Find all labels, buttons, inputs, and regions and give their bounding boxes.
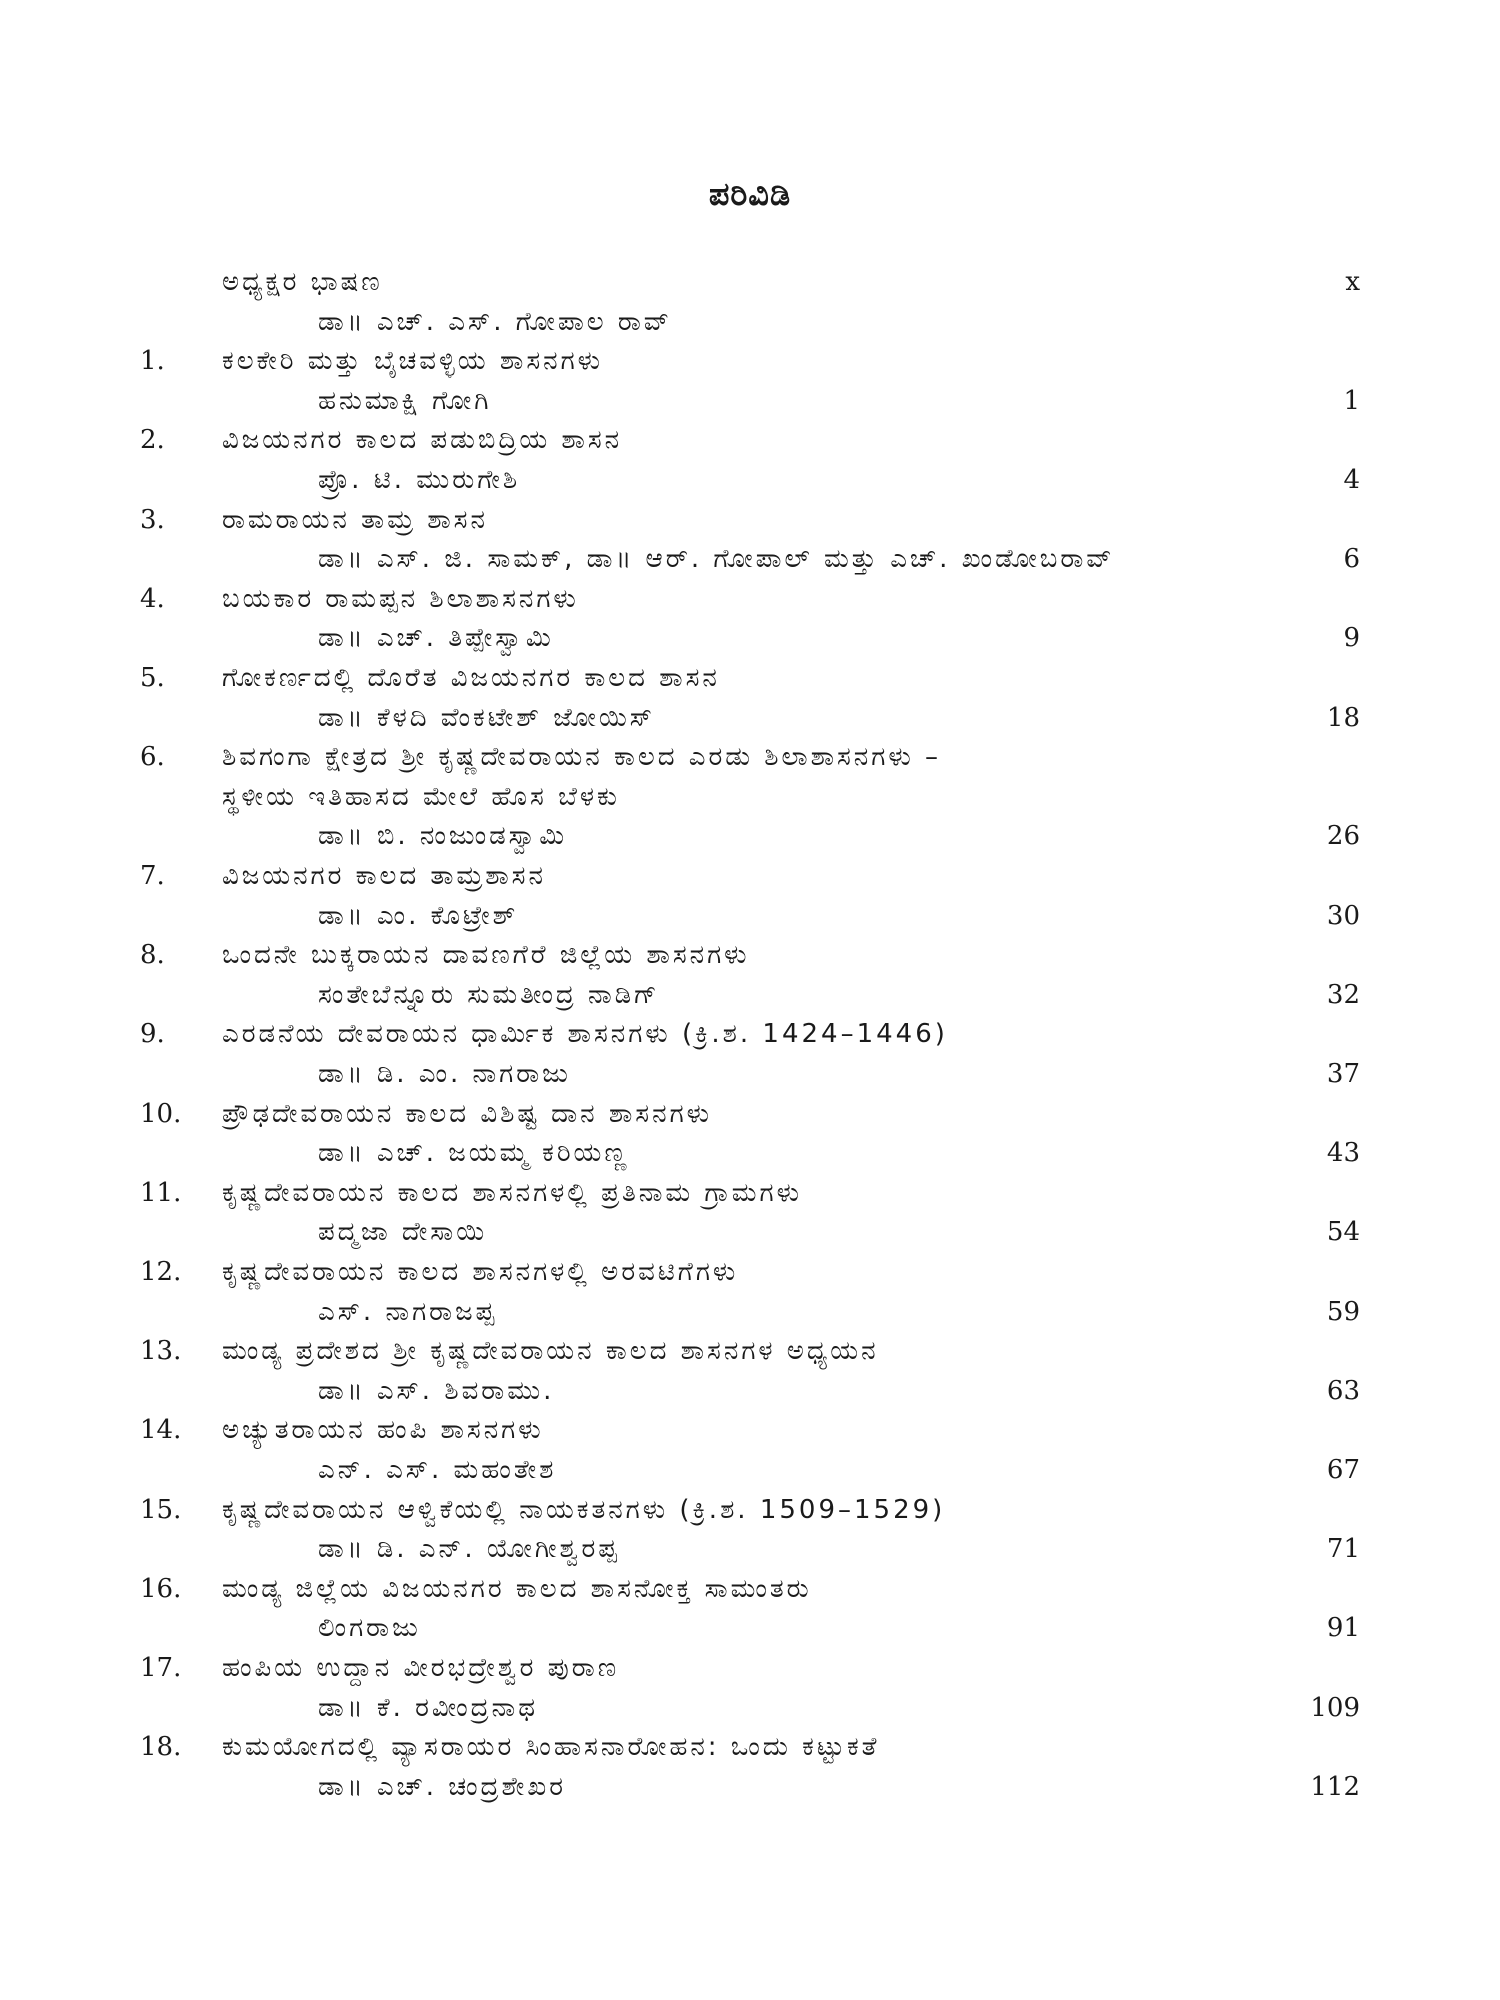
entry-number: 9. — [140, 1019, 165, 1050]
toc-author-line — [0, 1608, 1500, 1648]
toc-title-line — [0, 1173, 1500, 1213]
entry-page-number: 109 — [1310, 1692, 1360, 1723]
toc-title-line — [0, 1410, 1500, 1450]
entry-title: ವಿಜಯನಗರ ಕಾಲದ ತಾಮ್ರಶಾಸನ — [222, 861, 546, 891]
toc-title-line — [0, 420, 1500, 460]
entry-title: ಮಂಡ್ಯ ಜಿಲ್ಲೆಯ ವಿಜಯನಗರ ಕಾಲದ ಶಾಸನೋಕ್ತ ಸಾಮಂತರು — [222, 1573, 812, 1604]
entry-author: ಎನ್. ಎಸ್. ಮಹಂತೇಶ — [318, 1455, 557, 1485]
entry-number: 17. — [140, 1653, 182, 1683]
entry-number: 5. — [140, 663, 165, 693]
toc-title-line — [0, 856, 1500, 896]
entry-page-number: 1 — [1343, 385, 1360, 416]
entry-page-number: 54 — [1326, 1217, 1360, 1248]
entry-page-number: 59 — [1326, 1296, 1360, 1327]
entry-title: ಕೃಷ್ಣದೇವರಾಯನ ಆಳ್ವಿಕೆಯಲ್ಲಿ ನಾಯಕತನಗಳು (ಕ್ರಿ.ಶ. 1509–1529) — [222, 1494, 946, 1525]
toc-author-line — [0, 618, 1500, 658]
toc-title-line — [0, 935, 1500, 975]
entry-title: ಸ್ಥಳೀಯ ಇತಿಹಾಸದ ಮೇಲೆ ಹೊಸ ಬೆಳಕು — [222, 781, 620, 812]
entry-author: ಸಂತೇಬೆನ್ನೂರು ಸುಮತೀಂದ್ರ ನಾಡಿಗ್ — [318, 979, 660, 1010]
toc-title-line — [0, 737, 1500, 777]
entry-author: ಹನುಮಾಕ್ಷಿ ಗೋಗಿ — [318, 385, 492, 416]
entry-page-number: 26 — [1326, 821, 1360, 852]
toc-title-line — [0, 579, 1500, 619]
entry-page-number: 63 — [1326, 1375, 1360, 1406]
toc-title-line — [0, 341, 1500, 381]
entry-number: 10. — [140, 1098, 182, 1129]
entry-title: ಒಂದನೇ ಬುಕ್ಕರಾಯನ ದಾವಣಗೆರೆ ಜಿಲ್ಲೆಯ ಶಾಸನಗಳು — [222, 940, 750, 971]
entry-author: ಡಾ॥ ಬಿ. ನಂಜುಂಡಸ್ವಾಮಿ — [318, 821, 568, 852]
entry-number: 2. — [140, 425, 165, 456]
toc-title-line — [0, 1648, 1500, 1688]
entry-author: ಡಾ॥ ಎಸ್. ಜಿ. ಸಾಮಕ್, ಡಾ॥ ಆರ್. ಗೋಪಾಲ್ ಮತ್ತು ಎಚ್. ಖಂಡೋಬರಾವ್ — [318, 544, 1115, 575]
entry-author: ಡಾ॥ ಎಚ್. ಜಯಮ್ಮ ಕರಿಯಣ್ಣ — [318, 1138, 630, 1169]
entry-number: 11. — [140, 1177, 182, 1208]
entry-number: 3. — [140, 504, 165, 535]
entry-page-number: 37 — [1326, 1059, 1360, 1089]
toc-title-line — [0, 777, 1500, 817]
entry-title: ಬಯಕಾರ ರಾಮಪ್ಪನ ಶಿಲಾಶಾಸನಗಳು — [222, 583, 579, 614]
entry-title: ರಾಮರಾಯನ ತಾಮ್ರ ಶಾಸನ — [222, 504, 488, 535]
entry-author: ಡಾ॥ ಡಿ. ಎನ್. ಯೋಗೀಶ್ವರಪ್ಪ — [318, 1534, 620, 1565]
entry-number: 1. — [140, 346, 165, 377]
toc-author-line — [0, 381, 1500, 421]
toc-author-line — [0, 698, 1500, 738]
entry-title: ಪ್ರೌಢದೇವರಾಯನ ಕಾಲದ ವಿಶಿಷ್ಟ ದಾನ ಶಾಸನಗಳು — [222, 1098, 713, 1129]
toc-title-line — [0, 500, 1500, 540]
entry-title: ಅಚ್ಯುತರಾಯನ ಹಂಪಿ ಶಾಸನಗಳು — [222, 1415, 544, 1446]
entry-author: ಡಾ॥ ಎಚ್. ತಿಪ್ಪೇಸ್ವಾಮಿ — [318, 623, 554, 654]
entry-number: 7. — [140, 861, 165, 891]
entry-title: ಕೃಷ್ಣದೇವರಾಯನ ಕಾಲದ ಶಾಸನಗಳಲ್ಲಿ ಅರವಟಿಗೆಗಳು — [222, 1257, 739, 1287]
entry-author: ಎಸ್. ನಾಗರಾಜಪ್ಪ — [318, 1296, 498, 1327]
entry-page-number: 30 — [1326, 900, 1360, 931]
toc-title-line — [0, 1569, 1500, 1609]
entry-number: 13. — [140, 1336, 182, 1367]
page-title: ಪರಿವಿಡಿ — [708, 175, 792, 213]
toc-title-line — [0, 1252, 1500, 1292]
toc-author-line — [0, 460, 1500, 500]
entry-author: ಲಿಂಗರಾಜು — [318, 1613, 421, 1644]
entry-author: ಡಾ॥ ಎಚ್. ಎಸ್. ಗೋಪಾಲ ರಾವ್ — [318, 306, 672, 337]
toc-author-line — [0, 975, 1500, 1015]
toc-author-line — [0, 1529, 1500, 1569]
entry-number: 15. — [140, 1494, 182, 1525]
entry-title: ಮಂಡ್ಯ ಪ್ರದೇಶದ ಶ್ರೀ ಕೃಷ್ಣದೇವರಾಯನ ಕಾಲದ ಶಾಸನಗಳ ಅಧ್ಯಯನ — [222, 1336, 879, 1367]
entry-page-number: 6 — [1343, 544, 1360, 575]
entry-author: ಡಾ॥ ಎಸ್. ಶಿವರಾಮು. — [318, 1375, 555, 1406]
toc-title-line — [0, 262, 1500, 302]
entry-page-number: 32 — [1326, 979, 1360, 1010]
toc-author-line — [0, 1292, 1500, 1332]
entry-author: ಡಾ॥ ಎಚ್. ಚಂದ್ರಶೇಖರ — [318, 1771, 566, 1802]
toc-title-line — [0, 1490, 1500, 1530]
entry-author: ಪದ್ಮಜಾ ದೇಸಾಯಿ — [318, 1217, 488, 1248]
toc-title-line — [0, 1727, 1500, 1767]
toc-title-line — [0, 1094, 1500, 1134]
entry-number: 12. — [140, 1257, 182, 1287]
toc-title-line — [0, 1331, 1500, 1371]
toc-author-line — [0, 1054, 1500, 1094]
entry-number: 16. — [140, 1573, 182, 1604]
entry-author: ಪ್ರೊ. ಟಿ. ಮುರುಗೇಶಿ — [318, 465, 521, 495]
entry-number: 4. — [140, 583, 165, 614]
toc-author-line — [0, 1767, 1500, 1807]
entry-number: 18. — [140, 1732, 182, 1763]
entry-page-number: 71 — [1326, 1534, 1360, 1565]
entry-author: ಡಾ॥ ಡಿ. ಎಂ. ನಾಗರಾಜು — [318, 1059, 571, 1089]
entry-title: ಗೋಕರ್ಣದಲ್ಲಿ ದೊರೆತ ವಿಜಯನಗರ ಕಾಲದ ಶಾಸನ — [222, 663, 720, 693]
toc-author-line — [0, 896, 1500, 936]
toc-title-line — [0, 1014, 1500, 1054]
entry-page-number: 67 — [1326, 1455, 1360, 1485]
toc-author-line — [0, 539, 1500, 579]
entry-title: ಕೃಷ್ಣದೇವರಾಯನ ಕಾಲದ ಶಾಸನಗಳಲ್ಲಿ ಪ್ರತಿನಾಮ ಗ್ರಾಮಗಳು — [222, 1177, 802, 1208]
entry-number: 8. — [140, 940, 165, 971]
toc-author-line — [0, 302, 1500, 342]
toc-author-line — [0, 1133, 1500, 1173]
toc-title-line — [0, 658, 1500, 698]
entry-page-number: 4 — [1343, 465, 1360, 495]
entry-title: ಕಲಕೇರಿ ಮತ್ತು ಬೈಚವಳ್ಳಿಯ ಶಾಸನಗಳು — [222, 346, 604, 377]
toc-author-line — [0, 816, 1500, 856]
toc-author-line — [0, 1371, 1500, 1411]
entry-page-number: 9 — [1343, 623, 1360, 654]
entry-page-number: 112 — [1310, 1771, 1360, 1802]
entry-author: ಡಾ॥ ಕೆ. ರವೀಂದ್ರನಾಥ — [318, 1692, 539, 1723]
entry-page-number: 91 — [1326, 1613, 1360, 1644]
entry-title: ವಿಜಯನಗರ ಕಾಲದ ಪಡುಬಿದ್ರಿಯ ಶಾಸನ — [222, 425, 623, 456]
toc-author-line — [0, 1688, 1500, 1728]
entry-title: ಕುಮಯೋಗದಲ್ಲಿ ವ್ಯಾಸರಾಯರ ಸಿಂಹಾಸನಾರೋಹನ: ಒಂದು ಕಟ್ಟುಕತೆ — [222, 1732, 880, 1763]
toc-author-line — [0, 1450, 1500, 1490]
entry-author: ಡಾ॥ ಕೆಳದಿ ವೆಂಕಟೇಶ್ ಜೋಯಿಸ್ — [318, 702, 655, 733]
entry-page-number: 18 — [1326, 702, 1360, 733]
entry-number: 14. — [140, 1415, 182, 1446]
entry-title: ಅಧ್ಯಕ್ಷರ ಭಾಷಣ — [222, 267, 383, 297]
entry-title: ಶಿವಗಂಗಾ ಕ್ಷೇತ್ರದ ಶ್ರೀ ಕೃಷ್ಣದೇವರಾಯನ ಕಾಲದ ಎರಡು ಶಿಲಾಶಾಸನಗಳು – — [222, 742, 941, 773]
entry-page-number: x — [1345, 267, 1360, 297]
entry-author: ಡಾ॥ ಎಂ. ಕೊಟ್ರೇಶ್ — [318, 900, 519, 931]
entry-title: ಹಂಪಿಯ ಉದ್ದಾನ ವೀರಭದ್ರೇಶ್ವರ ಪುರಾಣ — [222, 1653, 620, 1683]
entry-title: ಎರಡನೆಯ ದೇವರಾಯನ ಧಾರ್ಮಿಕ ಶಾಸನಗಳು (ಕ್ರಿ.ಶ. 1424–1446) — [222, 1019, 948, 1050]
entry-number: 6. — [140, 742, 165, 773]
entry-page-number: 43 — [1326, 1138, 1360, 1169]
toc-author-line — [0, 1212, 1500, 1252]
